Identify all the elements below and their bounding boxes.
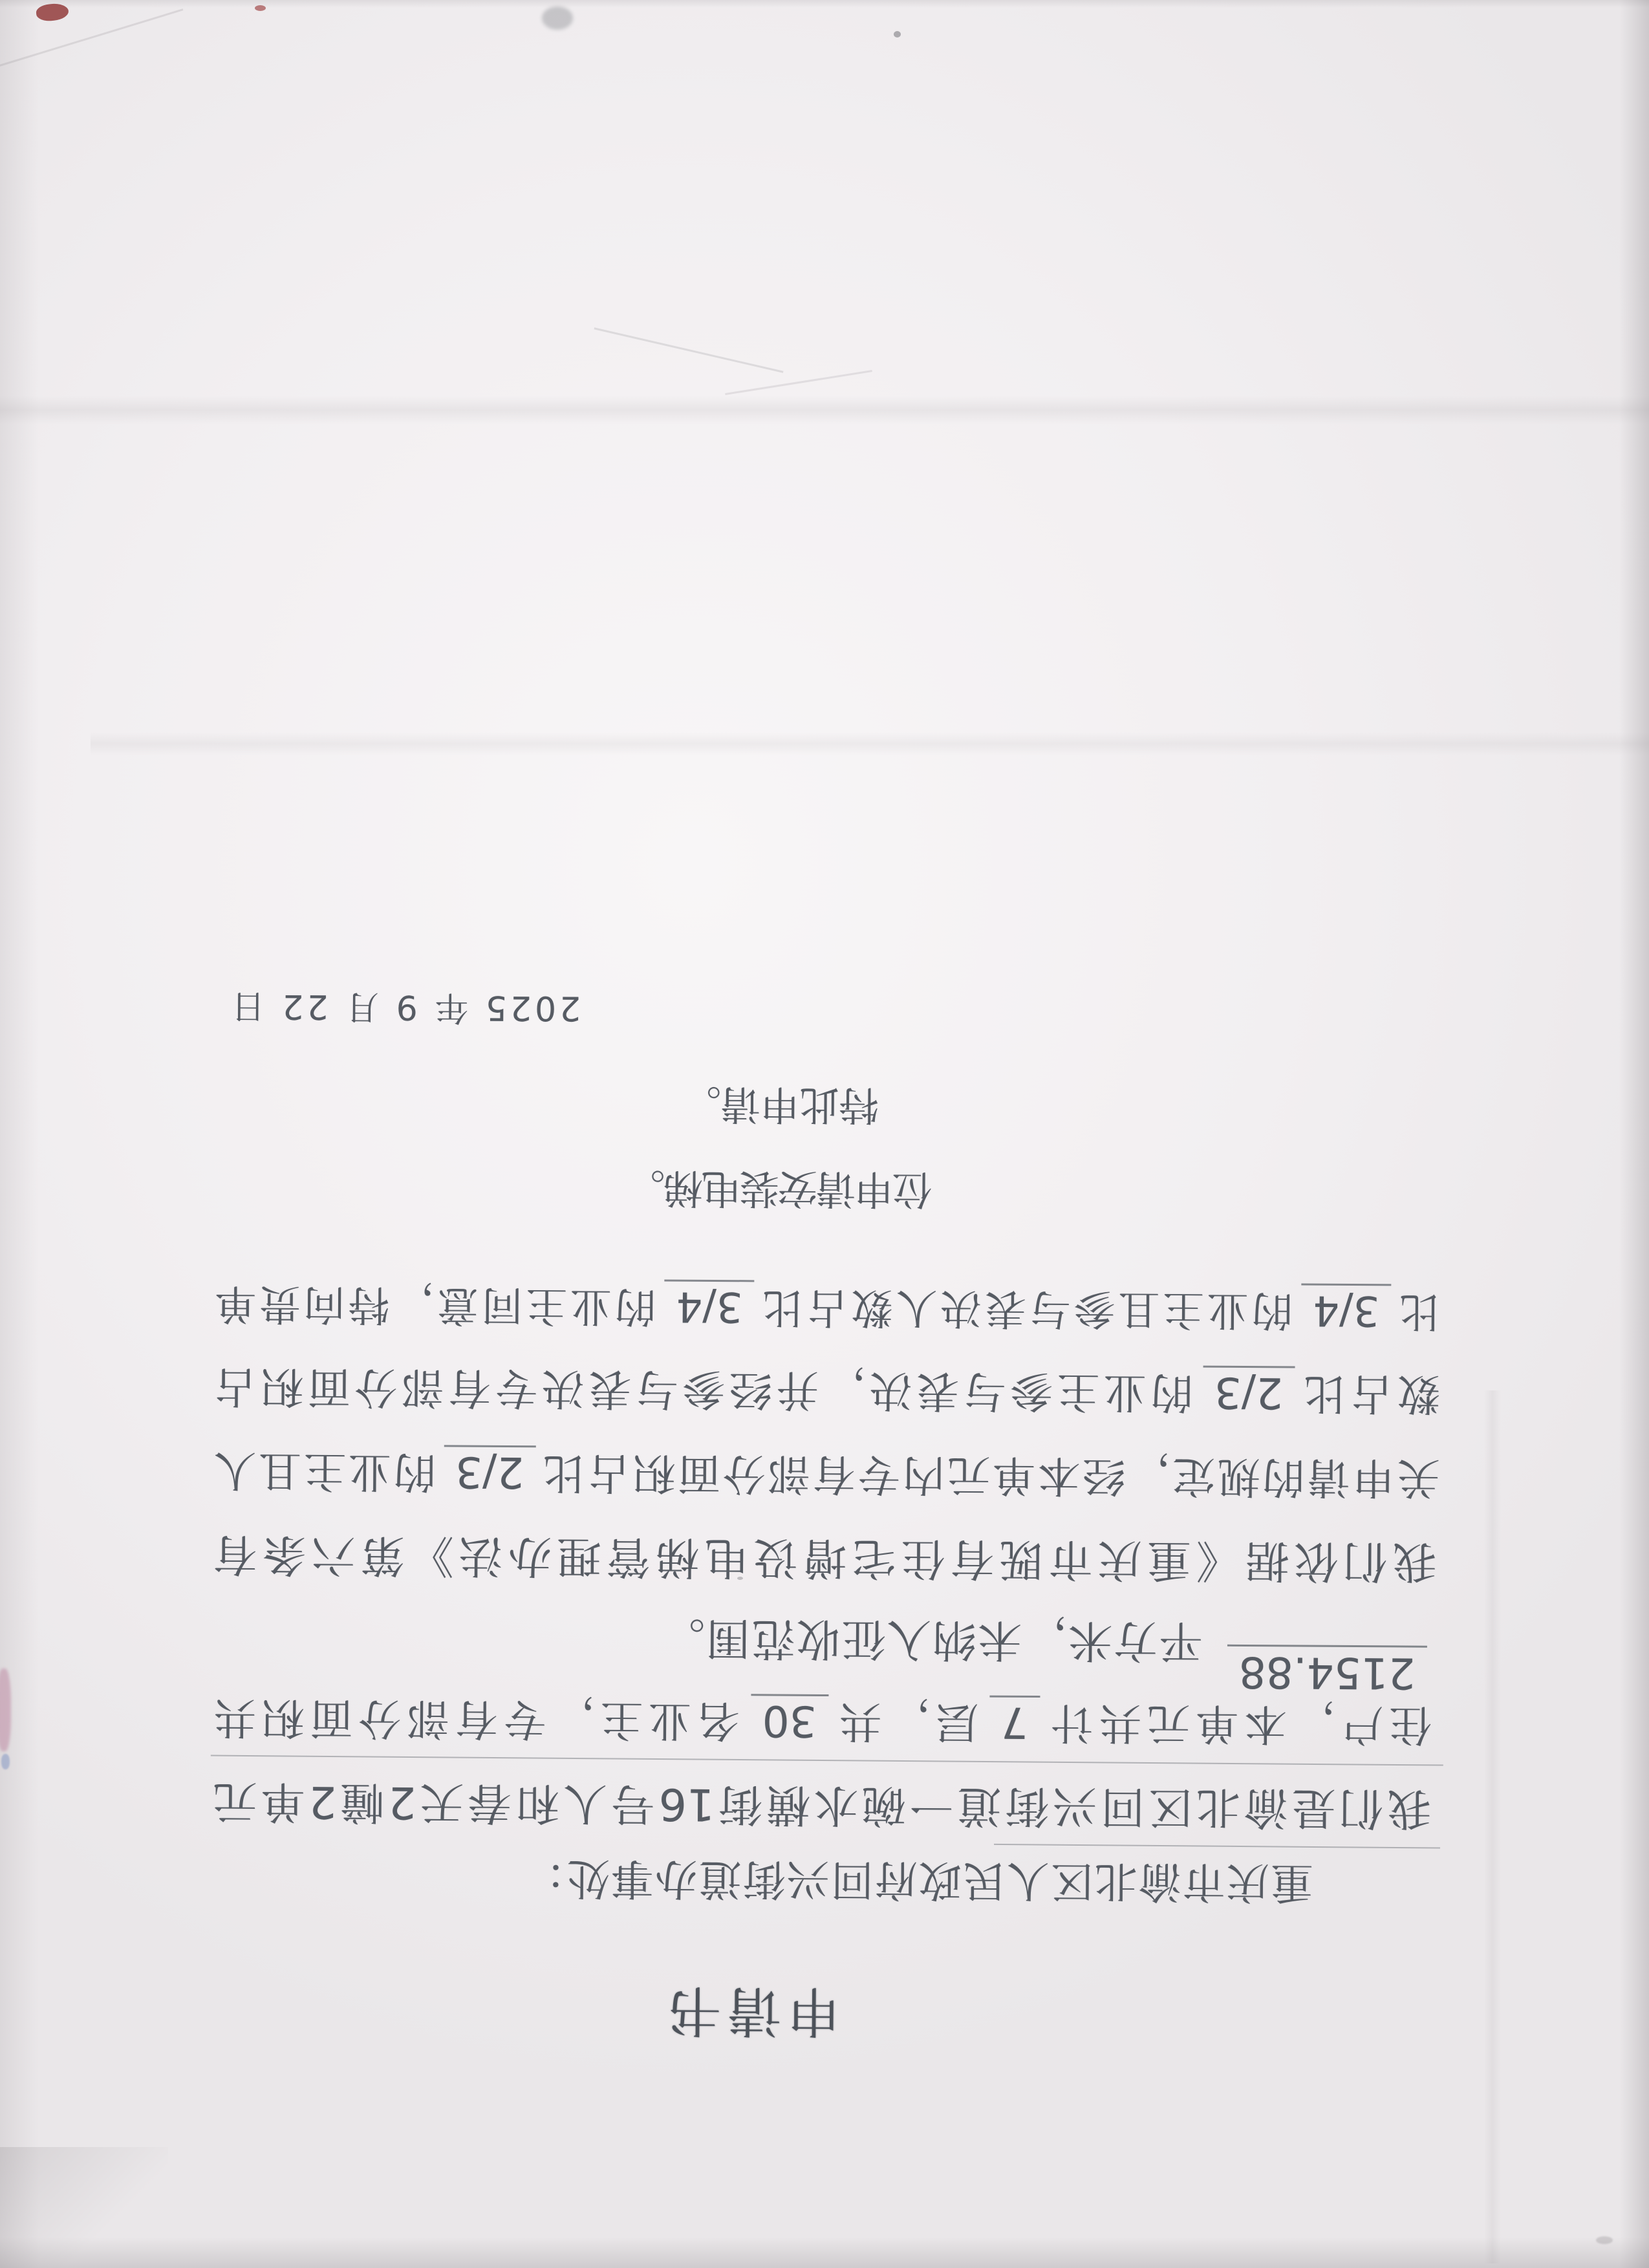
application-letter: [204, 984, 1445, 2076]
text-segment: 我们依据《重庆市既有住宅增设电梯管理办法》第六条有: [213, 1528, 1437, 1587]
text-segment: 层，共: [833, 1696, 985, 1747]
pencil-guide-line: [994, 1844, 1440, 1849]
text-segment: 特此申请。: [681, 1080, 879, 1129]
scan-speck-red: [255, 5, 266, 11]
text-segment: 2025 年 9 月 22 日: [228, 986, 581, 1028]
text-segment: 数占比: [1299, 1368, 1441, 1419]
closing-line: [682, 1079, 879, 1138]
paper-corner-shadow: [0, 2147, 168, 2268]
text-segment: 住户，本单元共计: [1044, 1698, 1432, 1750]
body-line: [660, 1610, 1203, 1676]
scan-speck: [1596, 2236, 1613, 2244]
text-segment: 的业主参与表决，并经参与表决专有部分面积占: [214, 1361, 1198, 1418]
paper-crease: [0, 396, 1649, 424]
body-line: [215, 1277, 1441, 1345]
filled-blank-value: 2/3: [444, 1445, 536, 1495]
filled-blank-value: 3/4: [1301, 1283, 1391, 1332]
paper-crease: [0, 8, 183, 70]
salutation-line: [521, 1851, 1313, 1917]
text-segment: 的业主同意，特向贵单: [214, 1279, 660, 1330]
text-segment: 关申请的规定，经本单元内专有部分面积占比: [541, 1447, 1440, 1503]
text-segment: 名业主，专有部分面积共: [213, 1692, 746, 1746]
body-line: [213, 1773, 1432, 1844]
text-segment: 我们是渝北区回兴街道一碗水横街16号人和春天2幢2单元: [213, 1775, 1432, 1834]
date-line: [228, 985, 581, 1035]
text-segment: 重庆市渝北区人民政府回兴街道办事处：: [521, 1853, 1313, 1908]
scan-speck-red: [36, 2, 69, 22]
body-line: [627, 1162, 932, 1222]
paper-crease: [1484, 1390, 1501, 2263]
text-segment: 的业主且参与表决人数占比: [759, 1282, 1297, 1334]
filled-blank-value: 7: [989, 1695, 1040, 1745]
filled-blank-value: 2154.88: [1227, 1645, 1427, 1695]
scan-speck-blue: [1, 1754, 10, 1769]
filled-blank-value: 3/4: [664, 1279, 754, 1328]
paper-crease: [725, 370, 872, 395]
text-segment: 位申请安装电梯。: [626, 1164, 932, 1214]
body-line: [213, 1443, 1440, 1513]
body-line: [213, 1526, 1437, 1597]
filled-blank-value: 2/3: [1203, 1365, 1295, 1415]
paper-crease: [594, 327, 784, 373]
filled-blank-value: 30: [751, 1694, 828, 1744]
scan-speck: [894, 31, 901, 38]
scan-smudge-gray: [542, 6, 573, 30]
paper-crease: [91, 732, 1649, 755]
text-segment: 的业主且人: [213, 1445, 439, 1497]
text-segment: 比: [1396, 1286, 1441, 1335]
scan-smudge-pink: [0, 1669, 11, 1751]
body-line: [214, 1359, 1441, 1429]
text-segment: 平方米，未纳入征收范围。: [659, 1612, 1203, 1667]
letter-title: 申请书: [662, 1978, 841, 2044]
